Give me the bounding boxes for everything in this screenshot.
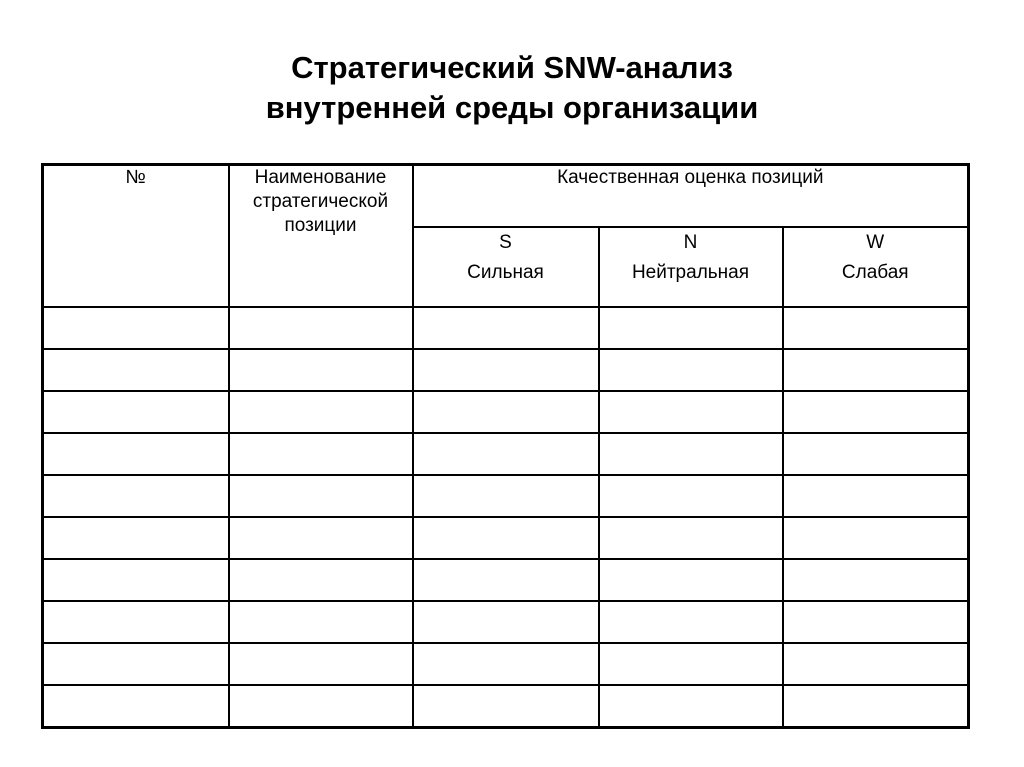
table-cell xyxy=(599,433,783,475)
table-cell xyxy=(599,517,783,559)
table-cell xyxy=(599,643,783,685)
table-cell xyxy=(43,517,229,559)
table-row xyxy=(43,349,969,391)
table-cell xyxy=(413,433,599,475)
header-row-top xyxy=(43,165,969,227)
table-row xyxy=(43,475,969,517)
header-number: № xyxy=(43,165,229,307)
table-cell xyxy=(783,601,969,643)
table-cell xyxy=(599,559,783,601)
table-cell xyxy=(43,307,229,349)
table-cell xyxy=(783,643,969,685)
header-strong-label: Сильная xyxy=(467,261,544,283)
table-cell xyxy=(599,475,783,517)
table-cell xyxy=(783,391,969,433)
table-cell xyxy=(413,391,599,433)
table-cell xyxy=(413,559,599,601)
table-cell xyxy=(783,517,969,559)
table-cell xyxy=(599,685,783,728)
table-cell xyxy=(43,685,229,728)
header-neutral-label: Нейтральная xyxy=(631,261,750,283)
header-strong xyxy=(413,227,599,307)
table-row xyxy=(43,307,969,349)
header-strong-letter: S xyxy=(499,231,512,253)
table-cell xyxy=(43,559,229,601)
table-cell xyxy=(43,643,229,685)
table-cell xyxy=(229,517,413,559)
table-row xyxy=(43,685,969,728)
table-cell xyxy=(229,349,413,391)
table-cell xyxy=(43,391,229,433)
table-cell xyxy=(783,433,969,475)
page-title xyxy=(0,48,1024,128)
table-cell xyxy=(43,601,229,643)
table-cell xyxy=(229,601,413,643)
table-cell xyxy=(413,475,599,517)
header-quality-assessment: Качественная оценка позиций xyxy=(413,165,969,227)
table-cell xyxy=(229,391,413,433)
title-line-2: внутренней среды организации xyxy=(265,90,759,125)
table-cell xyxy=(783,307,969,349)
table-cell xyxy=(229,559,413,601)
header-weak xyxy=(783,227,969,307)
table-cell xyxy=(599,307,783,349)
table-cell xyxy=(413,601,599,643)
header-neutral-letter: N xyxy=(683,231,698,253)
title-line-1: Стратегический SNW-анализ xyxy=(291,50,733,85)
table-cell xyxy=(783,475,969,517)
snw-analysis-table xyxy=(41,163,970,729)
table-cell xyxy=(43,349,229,391)
table-cell xyxy=(783,349,969,391)
table-row xyxy=(43,517,969,559)
table-cell xyxy=(43,433,229,475)
table-row xyxy=(43,643,969,685)
table-row xyxy=(43,391,969,433)
table-cell xyxy=(229,307,413,349)
header-weak-label: Слабая xyxy=(841,261,909,283)
header-position-name: Наименование стратегической позиции xyxy=(229,165,413,307)
table-body xyxy=(43,307,969,728)
table-row xyxy=(43,601,969,643)
table-row xyxy=(43,559,969,601)
table-cell xyxy=(413,643,599,685)
table-cell xyxy=(229,643,413,685)
table-cell xyxy=(783,559,969,601)
table-cell xyxy=(413,349,599,391)
table-cell xyxy=(229,685,413,728)
table-cell xyxy=(599,391,783,433)
table-cell xyxy=(229,433,413,475)
table-cell xyxy=(43,475,229,517)
table-cell xyxy=(413,517,599,559)
table-cell xyxy=(599,601,783,643)
table-cell xyxy=(413,685,599,728)
table-cell xyxy=(229,475,413,517)
header-neutral xyxy=(599,227,783,307)
table-cell xyxy=(599,349,783,391)
table-cell xyxy=(413,307,599,349)
table-row xyxy=(43,433,969,475)
header-weak-letter: W xyxy=(866,231,885,253)
table-cell xyxy=(783,685,969,728)
